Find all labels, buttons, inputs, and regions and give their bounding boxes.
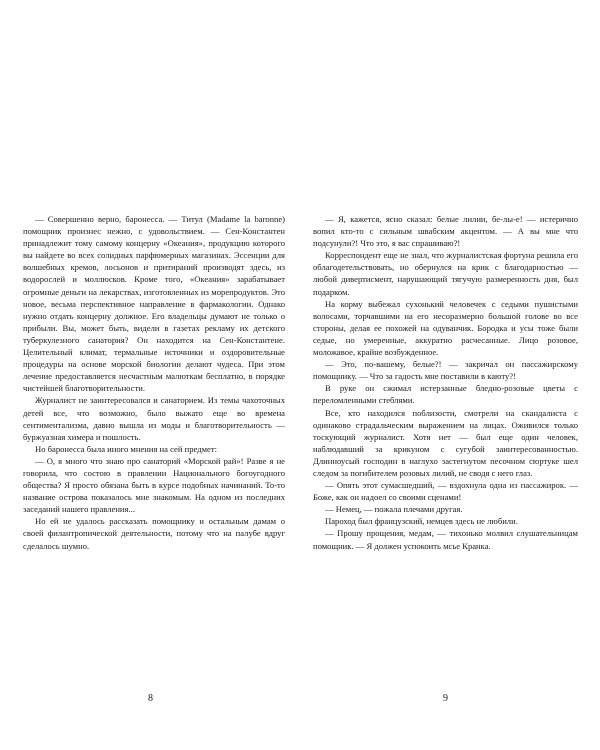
paragraph: — О, я много что знаю про санаторий «Морской рай»! Разве я не говорила, что состою в правлении Национального богоугодного общества? Я просто обязана быть в курсе подобных начинаний. То-то название острова показалось мне знакомым. На одном из последних заседаний нашего правления...	[23, 455, 285, 515]
paragraph: — Я, кажется, ясно сказал: белые лилии, бе-лы-е! — истерично вопил кто-то с сильным швабским акцентом. — А вы мне что подсунули?! Что это, я вас спрашиваю?!	[313, 214, 578, 249]
paragraph: — Совершенно верно, баронесса. — Титул (Madame la baronne) помощник произнес нежно, с удовольствием. — Сен-Константен принадлежит тому самому концерну «Океания», продукцию которого вы найдете во всех солидных парфюмерных магазинах. Эссенции для волшебных кремов, лосьонов и притираний производят здесь, из водорослей и моллюсков. Кроме того, «Океания» зарабатывает огромные деньги на лекарствах, изготовленных из морепродуктов. Это новое, весьма перспективное направление в фармакологии. Однако нужно отдать концерну должное. Его владельцы думают не только о прибыли. Вы, может быть, видели в газетах рекламу их детского туберкулезного санатория? Он находится на Сен-Константене. Целительный климат, термальные источники и оздоровительные процедуры на основе морской биологии делают чудеса. При этом лечение предоставляется несчастным малюткам бесплатно, в порядке чистейшей благотворительности.	[23, 214, 285, 394]
paragraph: Пароход был французский, немцев здесь не любили.	[325, 516, 518, 527]
right-page-text	[313, 213, 578, 552]
page-number: 8	[148, 693, 153, 704]
paragraph: Журналист не заинтересовался и санаторием. Из темы чахоточных детей все, что возможно, было выжато еще во времена сентиментализма, давно вышла из моды и благотворительность — буржуазная химера и пошлость.	[23, 395, 285, 442]
paragraph: Но баронесса была иного мнения на сей предмет:	[35, 443, 217, 454]
page-number: 9	[443, 693, 448, 704]
paragraph: На корму выбежал сухонький человечек с седыми пушистыми волосами, торчавшими на его несоразмерно большой голове во все стороны, делая ее похожей на одуванчик. Бородка и усы тоже были седые, но умеренные, аккуратно расчесанные. Лицо розовое, моложавое, крайне возбужденное.	[313, 298, 578, 358]
paragraph: — Прошу прощения, медам, — тихонько молвил слушательницам помощник. — Я должен успокоить мсье Кранка.	[313, 528, 578, 551]
paragraph: — Немец, — пожала плечами другая.	[325, 504, 463, 515]
paragraph: Но ей не удалось рассказать помощнику и остальным дамам о своей филантропической деятельности, потому что на палубе вдруг сделалось шумно.	[23, 516, 285, 551]
paragraph: Все, кто находился поблизости, смотрели на скандалиста с одинаково страдальческим выражением на лицах. Оживился только тоскующий журналист. Хотя нет — был еще один человек, наблюдавший за крикуном с сугубой заинтересованностью. Длинноусый господин в наглухо застегнутом песочном сюртуке шел следом за погибителем розовых лилий, не сводя с него глаз.	[313, 407, 578, 478]
paragraph: — Это, по-вашему, белые?! — закричал он пассажирскому помощнику. — Что за гадость мне поставили в каюту?!	[313, 359, 578, 382]
paragraph: В руке он сжимал истерзанные бледно-розовые цветы с переломленными стеблями.	[313, 383, 578, 406]
left-page-text	[23, 213, 285, 552]
paragraph: Корреспондент еще не знал, что журналистская фортуна решила его облагодетельствовать, но обернулся на крик с благодарностью — любой дивертисмент, нарушающий тягучую размеренность дня, был подарком.	[313, 250, 578, 297]
paragraph: — Опять этот сумасшедший, — вздохнула одна из пассажирок. — Боже, как он надоел со своими сценами!	[313, 480, 578, 503]
